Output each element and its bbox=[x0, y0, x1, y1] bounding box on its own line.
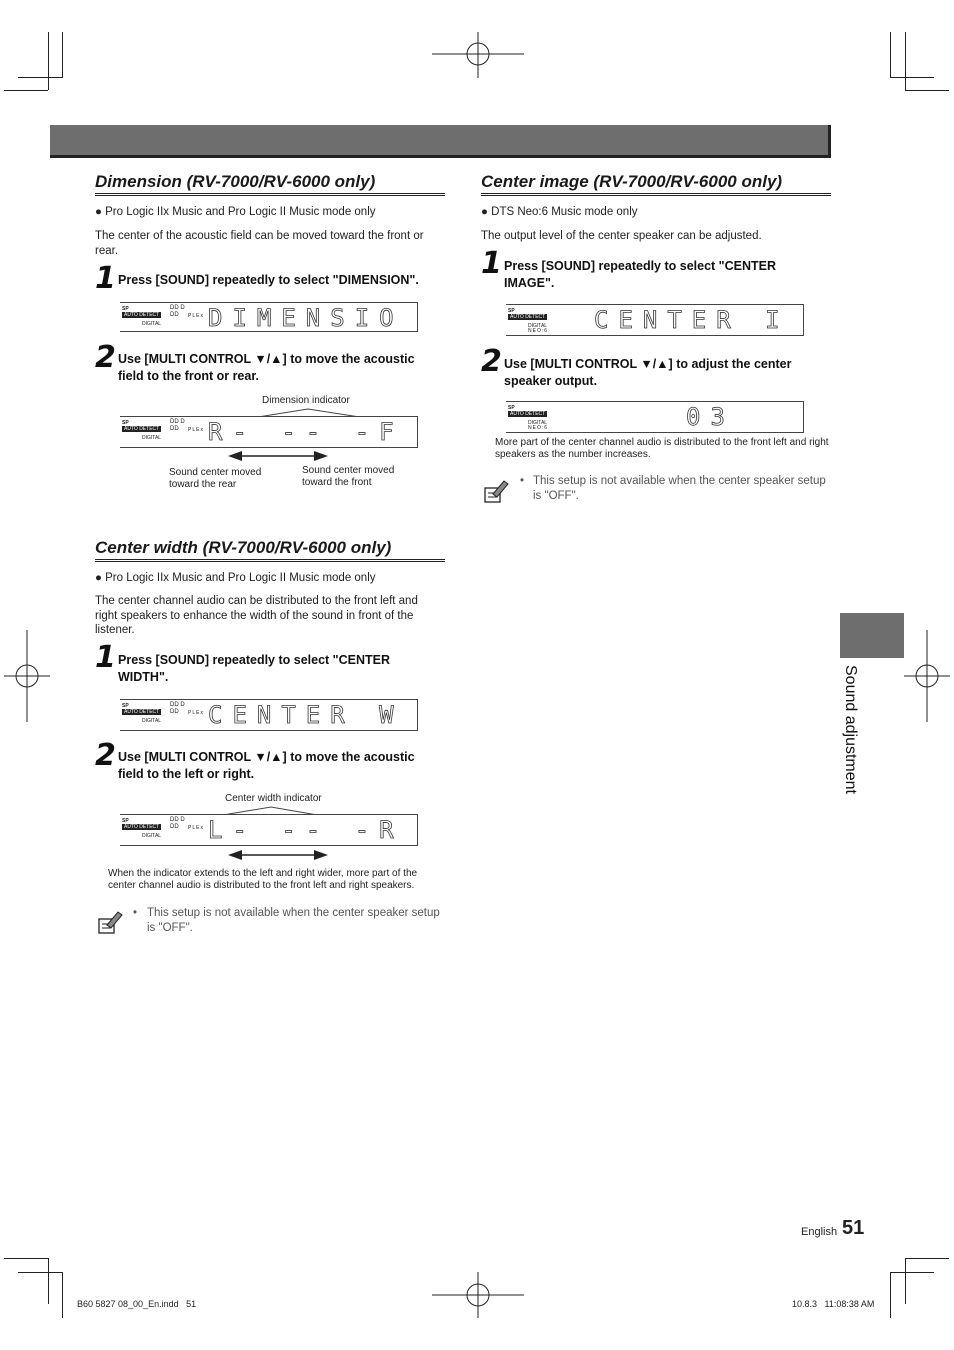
crop-mark bbox=[62, 32, 63, 78]
disp-auto-detect: AUTO DETECT bbox=[124, 312, 160, 318]
header-banner bbox=[50, 125, 831, 158]
dimension-step1: Press [SOUND] repeatedly to select "DIMENSION". bbox=[118, 273, 419, 287]
crop-mark bbox=[62, 1272, 63, 1318]
crop-mark bbox=[48, 1258, 49, 1304]
center-width-step1: Press [SOUND] repeatedly to select "CENTER WIDTH". bbox=[118, 653, 390, 684]
disp-auto-detect: AUTO DETECT bbox=[124, 824, 160, 830]
section-rule bbox=[481, 193, 831, 196]
step-number: 2 bbox=[481, 344, 502, 379]
crop-mark bbox=[905, 1258, 949, 1259]
registration-mark bbox=[432, 1272, 524, 1318]
side-tab-text: Sound adjustment bbox=[842, 665, 859, 794]
disp-plex: PLEx bbox=[188, 313, 204, 319]
disp-digital: DIGITAL bbox=[528, 420, 548, 426]
side-tab-label bbox=[833, 665, 873, 825]
display-panel bbox=[120, 699, 418, 731]
disp-neo6: NEO:6 bbox=[528, 425, 549, 431]
disp-auto-detect: AUTO DETECT bbox=[124, 426, 160, 432]
disp-digital: DIGITAL bbox=[142, 321, 162, 327]
dimension-indicator-label: Dimension indicator bbox=[262, 395, 350, 406]
crop-mark bbox=[890, 32, 891, 78]
crop-mark bbox=[890, 1272, 934, 1273]
footer-timestamp: 10.8.3 11:08:38 AM bbox=[792, 1299, 875, 1309]
disp-plex: PLEx bbox=[188, 427, 204, 433]
rear-label: Sound center moved toward the rear bbox=[169, 467, 262, 490]
disp-digital: DIGITAL bbox=[528, 323, 548, 329]
crop-mark bbox=[905, 1258, 906, 1304]
front-label: Sound center moved toward the front bbox=[302, 465, 395, 488]
dimension-title: Dimension (RV-7000/RV-6000 only) bbox=[95, 172, 376, 191]
step-number: 1 bbox=[95, 640, 116, 675]
disp-neo6: NEO:6 bbox=[528, 328, 549, 334]
side-tab bbox=[840, 613, 904, 658]
step-number: 1 bbox=[95, 261, 116, 296]
display-panel bbox=[506, 401, 804, 433]
crop-mark bbox=[905, 32, 906, 90]
center-width-note: This setup is not available when the center speaker setup is "OFF". bbox=[147, 907, 440, 934]
disp-auto-detect: AUTO DETECT bbox=[510, 411, 546, 417]
center-width-step2: Use [MULTI CONTROL ▼/▲] to move the acoustic field to the left or right. bbox=[118, 750, 415, 781]
center-width-indicator-label: Center width indicator bbox=[225, 793, 322, 804]
crop-mark bbox=[4, 90, 48, 91]
crop-mark bbox=[4, 1258, 48, 1259]
bullet: • bbox=[133, 907, 138, 919]
display-panel bbox=[120, 416, 418, 448]
display-text: 03 bbox=[686, 403, 735, 431]
crop-mark bbox=[18, 1272, 62, 1273]
section-rule bbox=[95, 193, 445, 196]
disp-plex: PLEx bbox=[188, 825, 204, 831]
disp-auto-detect: AUTO DETECT bbox=[510, 314, 546, 320]
disp-plex: PLEx bbox=[188, 710, 204, 716]
crop-mark bbox=[905, 90, 949, 91]
center-image-explain: More part of the center channel audio is distributed to the front left and right speakers as the number increases. bbox=[495, 437, 829, 460]
center-width-title: Center width (RV-7000/RV-6000 only) bbox=[95, 538, 392, 557]
disp-sp: SP bbox=[508, 308, 515, 314]
note-pencil-icon bbox=[97, 909, 123, 935]
disp-sp: SP bbox=[122, 818, 129, 824]
center-image-note: This setup is not available when the center speaker setup is "OFF". bbox=[533, 475, 826, 502]
page-number: 51 bbox=[842, 1217, 865, 1239]
center-width-mode: ● Pro Logic IIx Music and Pro Logic II Music mode only bbox=[95, 572, 376, 584]
step-number: 1 bbox=[481, 246, 502, 281]
registration-mark bbox=[904, 630, 950, 722]
dimension-mode: ● Pro Logic IIx Music and Pro Logic II Music mode only bbox=[95, 206, 376, 218]
disp-digital: DIGITAL bbox=[142, 718, 162, 724]
language-label: English bbox=[801, 1226, 838, 1238]
center-image-mode: ● DTS Neo:6 Music mode only bbox=[481, 206, 638, 218]
display-text: CENTER I bbox=[594, 306, 790, 334]
double-arrow-icon bbox=[228, 450, 328, 462]
display-panel bbox=[506, 304, 804, 336]
step-number: 2 bbox=[95, 340, 116, 375]
display-panel bbox=[120, 814, 418, 846]
double-arrow-icon bbox=[228, 849, 328, 861]
section-rule bbox=[95, 559, 445, 562]
registration-mark bbox=[4, 630, 50, 722]
disp-dd: DD D DD bbox=[170, 817, 185, 830]
dimension-desc: The center of the acoustic field can be moved toward the front or rear. bbox=[95, 230, 424, 257]
footer-file: B60 5827 08_00_En.indd 51 bbox=[77, 1299, 197, 1309]
center-width-explain: When the indicator extends to the left and right wider, more part of the center channel audio is distributed to the front left and right speakers. bbox=[108, 868, 418, 891]
display-text: DIMENSIO bbox=[208, 304, 404, 332]
dimension-step2: Use [MULTI CONTROL ▼/▲] to move the acoustic field to the front or rear. bbox=[118, 352, 415, 383]
disp-digital: DIGITAL bbox=[142, 833, 162, 839]
disp-sp: SP bbox=[122, 420, 129, 426]
display-text: R- -- -F bbox=[208, 418, 404, 446]
center-image-step1: Press [SOUND] repeatedly to select "CENTER IMAGE". bbox=[504, 259, 776, 290]
display-panel bbox=[120, 302, 418, 332]
disp-sp: SP bbox=[122, 703, 129, 709]
disp-dd: DD D DD bbox=[170, 419, 185, 432]
disp-dd: DD D DD bbox=[170, 702, 185, 715]
disp-digital: DIGITAL bbox=[142, 435, 162, 441]
disp-sp: SP bbox=[508, 405, 515, 411]
disp-dd: DD D DD bbox=[170, 305, 185, 318]
center-image-title: Center image (RV-7000/RV-6000 only) bbox=[481, 172, 783, 191]
center-image-step2: Use [MULTI CONTROL ▼/▲] to adjust the center speaker output. bbox=[504, 357, 792, 388]
crop-mark bbox=[890, 1272, 891, 1318]
bullet: • bbox=[520, 475, 525, 487]
center-width-desc: The center channel audio can be distributed to the front left and right speakers to enhance the width of the sound in front of the listener. bbox=[95, 595, 418, 636]
disp-auto-detect: AUTO DETECT bbox=[124, 709, 160, 715]
note-pencil-icon bbox=[483, 478, 509, 504]
disp-sp: SP bbox=[122, 306, 129, 312]
display-text: CENTER W bbox=[208, 701, 404, 729]
center-image-desc: The output level of the center speaker can be adjusted. bbox=[481, 230, 762, 242]
display-text: L- -- -R bbox=[208, 816, 404, 844]
step-number: 2 bbox=[95, 738, 116, 773]
crop-mark bbox=[18, 77, 62, 78]
registration-mark bbox=[432, 32, 524, 78]
crop-mark bbox=[48, 32, 49, 90]
crop-mark bbox=[890, 77, 934, 78]
